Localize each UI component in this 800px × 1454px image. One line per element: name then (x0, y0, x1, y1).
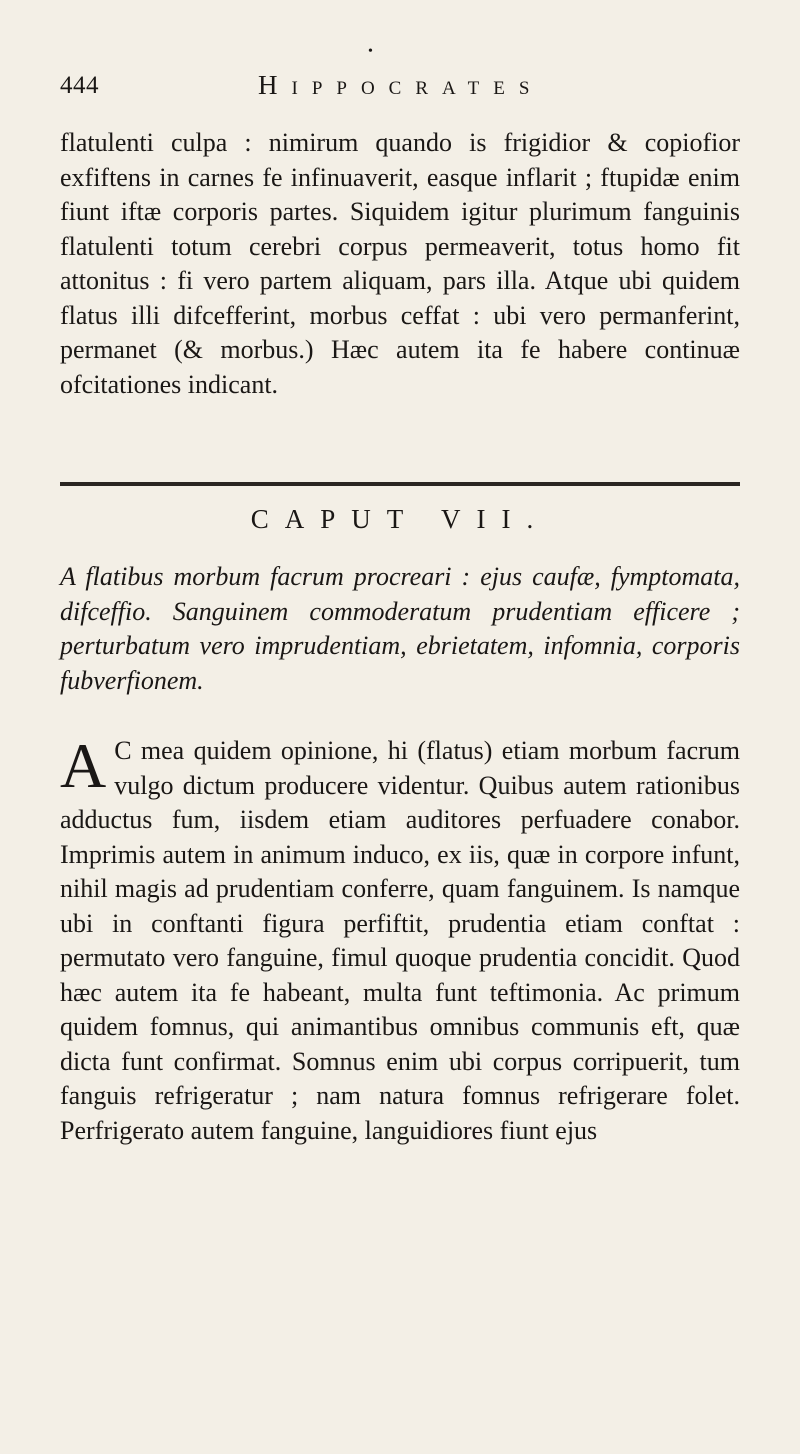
drop-capital: A (60, 730, 107, 801)
chapter-summary: A flatibus morbum facrum procreari : ejus caufæ, fymptomata, difceffio. Sanguinem commoderatum prudentiam efficere ; perturbatum vero imprudentiam, ebrietatem, infomnia, corporis fubverfionem. (60, 562, 740, 695)
chapter-heading: CAPUT VII. (250, 504, 550, 534)
chapter-paragraph-text: C mea quidem opinione, hi (flatus) etiam morbum facrum vulgo dictum producere videntur. Quibus autem rationibus adductus fum, iisdem etiam auditores perfuadere conabor. Imprimis autem in animum induco, ex iis, quæ in corpore infunt, nihil magis ad prudentiam conferre, quam fanguinem. Is namque ubi in conftanti figura perfiftit, prudentia etiam conftat : permutato vero fanguine, fimul quoque prudentia concidit. Quod hæc autem ita fe habeant, multa funt teftimonia. Ac primum quidem fomnus, qui animantibus omnibus communis eft, quæ dicta funt confirmat. Somnus enim ubi corpus corripuerit, tum fanguis refrigeratur ; nam natura fomnus refrigerare folet. Perfrigerato autem fanguine, languidiores fiunt ejus (60, 736, 740, 1145)
running-title: Hippocrates (258, 70, 544, 100)
page-number: 444 (60, 72, 99, 99)
section-divider (60, 482, 740, 486)
ornament-mark: • (368, 44, 373, 59)
chapter-paragraph (60, 730, 740, 1148)
running-head (60, 44, 740, 104)
paragraph-continued: flatulenti culpa : nimirum quando is frigidior & copiofior exfiftens in carnes fe infinuaverit, easque inflarit ; ftupidæ enim fiunt iftæ corporis partes. Siquidem igitur plurimum fanguinis flatulenti totum cerebri corpus permeaverit, totus homo fit attonitus : fi vero partem aliquam, pars illa. Atque ubi quidem flatus illi difcefferint, morbus ceffat : ubi vero permanferint, permanet (& morbus.) Hæc autem ita fe habere continuæ ofcitationes indicant. (60, 128, 740, 399)
